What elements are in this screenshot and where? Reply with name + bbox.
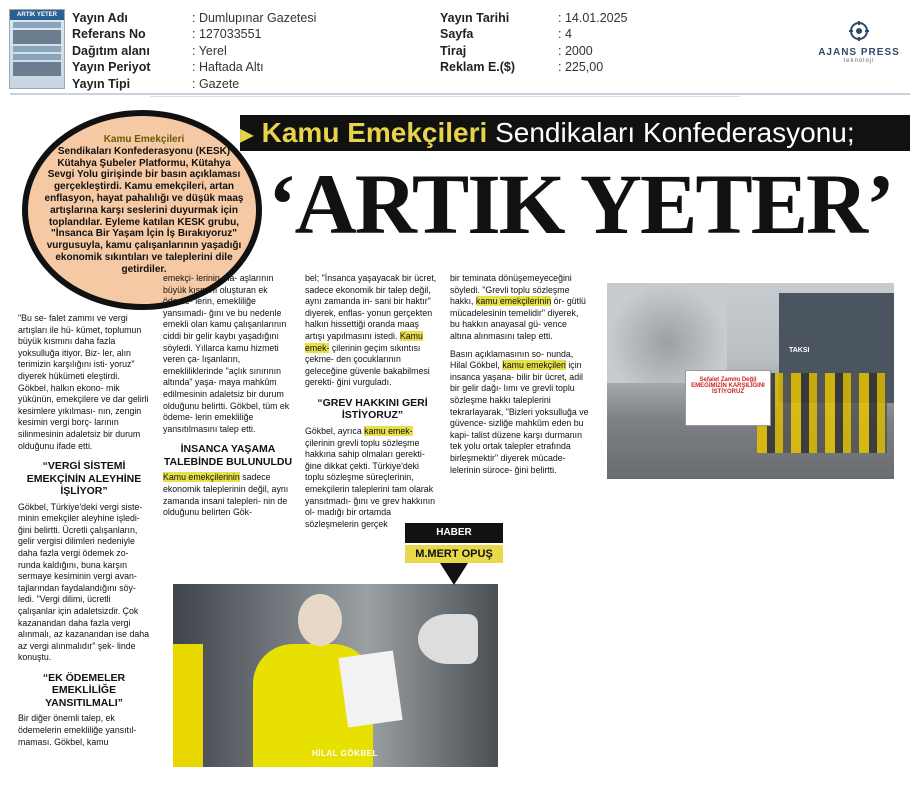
arrow-right-icon: ▶	[240, 124, 254, 145]
meta-left	[72, 10, 316, 92]
headline-main: ‘ARTIK YETER’	[268, 156, 893, 252]
meta-value: : 127033551	[192, 27, 262, 42]
photo-trees	[607, 283, 727, 383]
meta-value: : 4	[558, 27, 572, 42]
paragraph-text: bel; "İnsanca yaşayacak bir ücret, sadece ekonomik bir talep değil, aynı zamanda in- sani bir haktır" diyerek, enflas- yonun gerçekten halkın hissettiği oranda maaş artışı yapılmasını istedi.	[305, 273, 437, 341]
paragraph: "Bu se- falet zammı ve vergi artışları ile hü- kümet, toplumun büyük kısmını daha fazla yoksulluğa itiyor. Biz- ler, alın terimizin karşılığını isti- yoruz" diyerek hükümeti eleştirdi. Gökbel, halkın ekono- mik yükünün, emekçilere ve dar gelirli kesimlere yıkılması- nın, zengin kesimin vergi borç- larının silinmesinin adaletsiz bir durum olduğunu ifade etti.	[18, 313, 149, 451]
protest-photo-street	[607, 283, 894, 479]
lead-keyword: Kamu Emekçileri	[103, 134, 185, 145]
meta-key: Sayfa	[440, 27, 474, 42]
highlight: kamu emekçileri	[502, 360, 566, 371]
paragraph	[450, 349, 590, 477]
paragraph-text: Basın açıklamasının so- nunda, Hilal Gökbel,	[450, 348, 574, 371]
meta-key: Yayın Adı	[72, 11, 128, 25]
meta-key: Referans No	[72, 27, 146, 42]
meta-value: : Gazete	[192, 76, 240, 91]
subheading: “VERGİ SİSTEMİ EMEKÇİNİN ALEYHİNE İŞLİYOR”	[26, 460, 142, 498]
subheading: İNSANCA YAŞAMA TALEBİNDE BULUNULDU	[163, 443, 293, 468]
paragraph-text: için insanca yaşana- bilir bir ücret, adil bir gelir dağı- lımı ve grevli toplu sözleşme hakkı taleplerini tekrarlayarak, "Bizleri yoksulluğa ve güvence- sizliğe mahkûm eden bu kapi- talist düzene karşı durmanın tek yolu ortak talepler etrafında birleşmektir" diyerek mücade- lelerinin süroce- ğini belirtti.	[450, 360, 589, 475]
paragraph-text: çilerinin grevli toplu sözleşme hakkına sahip olmaları gerekti- ğine dikkat çekti. Türkiye'deki toplu sözleşme süreçlerinin, emekçilerin taleplerini tam olarak yansıtmadı- ğını ve grev hakkının ol- madığı bir ortamda sözleşmelerin gerçek	[305, 437, 436, 529]
article-column-1	[18, 313, 150, 748]
paragraph-text: ör- gütlü mücadelesinin temelidir" diyerek, bu hakkın anayasal gü- vence altına alınmasını talep etti.	[450, 296, 586, 341]
lead-body: Sendikaları Konfederasyonu (KESK) Kütahya Şubeler Platformu, Kütahya Sevgi Yolu girişinde bir basın açıklaması gerçekleştirdi. Kamu emekçileri, artan enflasyon, hayat pahalılığı ve düşük maaş artışlarına karşı seslerini duyurmak için toplandılar. Eyleme katılan KESK grubu, "İnsanca Bir Yaşam İçin İş Bırakıyoruz" vurgusuyla, kamu çalışanlarının yaşadığı ekonomik sıkıntıları ve taleplerini dile getirdiler.	[44, 145, 244, 275]
paragraph: Gökbel, Türkiye'deki vergi siste- minin emekçiler aleyhine işledi- ğini belirtti. Ücretli çalışanların, gelir vergisi dilimleri nedeniyle daha fazla vergi ödemek zo- runda kaldığını, buna karşın sermaye kesiminin vergi avan- tajlarından faydalandığını söy- ledi. "Vergi dilimi, ücretli çalışanlar için adaletsizdir. Çok kazanandan daha fazla vergi alınmalı, az kazanandan ise daha az vergi alınmalıdır" şek- linde konuştu.	[18, 501, 150, 663]
paragraph	[450, 273, 590, 343]
ajans-press-logo	[804, 20, 914, 64]
meta-value: : 2000	[558, 43, 593, 58]
paragraph-text: çilerinin geçim sıkıntısı çekme- den çocuklarının geleceğine güvenle bakabilmesi gerekti- ğini vurguladı.	[305, 342, 430, 388]
logo-sub: teknoloji	[843, 58, 875, 64]
meta-key: Yayın Periyot	[72, 60, 151, 75]
byline-author: M.MERT OPUŞ	[405, 545, 503, 563]
meta-key: Yayın Tarihi	[440, 11, 510, 25]
paragraph-text: sadece ekonomik taleplerinin değil, aynı zamanda insani talepleri- nin de olduğunu belirten Gök-	[163, 472, 289, 518]
paragraph	[305, 426, 440, 530]
thumbnail-masthead: ARTIK YETER	[10, 10, 64, 20]
photo-protesters	[757, 373, 887, 453]
clipping-header	[0, 0, 920, 90]
header-divider-thin	[150, 96, 740, 97]
lead-text	[44, 134, 244, 276]
byline-pointer-icon	[440, 563, 468, 585]
logo-emblem-icon	[848, 20, 870, 42]
meta-key: Reklam E.($)	[440, 60, 516, 75]
headline-kicker-highlight: Kamu Emekçileri	[261, 117, 488, 148]
newspaper-thumbnail[interactable]	[9, 9, 65, 89]
meta-value: : Haftada Altı	[192, 60, 264, 75]
headline-kicker	[240, 115, 910, 151]
photo-paper	[338, 651, 402, 728]
protest-photo-speaker	[173, 584, 498, 767]
header-divider	[10, 93, 910, 95]
protest-banner: Sefalet Zammı Değil EMEĞİMİZİN KARŞILIĞINI İSTİYORUZ	[685, 370, 771, 426]
article-column-2	[163, 273, 293, 519]
byline-label: HABER	[405, 523, 503, 543]
paragraph-text: bir teminata dönüşemeyeceğini söyledi. "Grevli toplu sözleşme hakkı,	[450, 273, 572, 307]
highlight: kamu emek-	[364, 425, 413, 436]
photo-caption: HİLAL GÖKBEL	[312, 749, 378, 758]
meta-key: Dağıtım alanı	[72, 43, 150, 58]
meta-key: Tiraj	[440, 43, 467, 58]
subheading: “EK ÖDEMELER EMEKLİLİĞE YANSITILMALI”	[42, 671, 126, 709]
headline-kicker-rest: Sendikaları Konfederasyonu;	[487, 117, 855, 148]
paragraph	[305, 273, 440, 389]
paragraph-text: Gökbel, ayrıca	[305, 425, 365, 436]
highlight: kamu emekçilerinin	[475, 296, 552, 307]
meta-value: : Dumlupınar Gazetesi	[192, 11, 317, 25]
meta-value: : 14.01.2025	[558, 11, 628, 25]
highlight: Kamu emekçilerinin	[163, 472, 240, 483]
article-column-3	[305, 273, 440, 530]
meta-value: : 225,00	[558, 60, 604, 75]
byline-badge	[405, 523, 503, 573]
store-sign: TAKSI	[789, 347, 810, 354]
megaphone-icon	[418, 614, 478, 664]
paragraph: emekçi- lerinin ma- aşlarının büyük kısmını oluşturan ek ödeme- lerin, emekliliğe yansımadı- ğını ve bu nedenle emekli olan kamu çalışanlarının ciddi bir gelir kaybı yaşadığını söyledi. Yıllarca kamu hizmeti veren ça- lışanların, emekliliklerinde "açlık sınırının altında" yaşa- maya mahkûm edilmesinin adaletsiz bir durum olduğunu belirtti. Gökbel, tüm ek ödeme- lerin emekliliğe yansıtılmasını talep etti.	[163, 273, 290, 434]
photo-person-left	[173, 644, 203, 767]
meta-key: Yayın Tipi	[72, 76, 131, 91]
article-column-4	[450, 273, 590, 476]
photo-speaker-head	[298, 594, 342, 646]
highlight: Kamu emek-	[305, 330, 423, 353]
meta-value: : Yerel	[192, 43, 227, 58]
paragraph: Bir diğer önemli talep, ek ödemelerin emekliliğe yansıtıl- maması. Gökbel, kamu	[18, 713, 137, 747]
paragraph	[163, 472, 293, 518]
meta-right	[440, 10, 628, 76]
logo-name: AJANS PRESS	[818, 47, 900, 58]
subheading: “GREV HAKKINI GERİ İSTİYORUZ”	[317, 396, 428, 422]
